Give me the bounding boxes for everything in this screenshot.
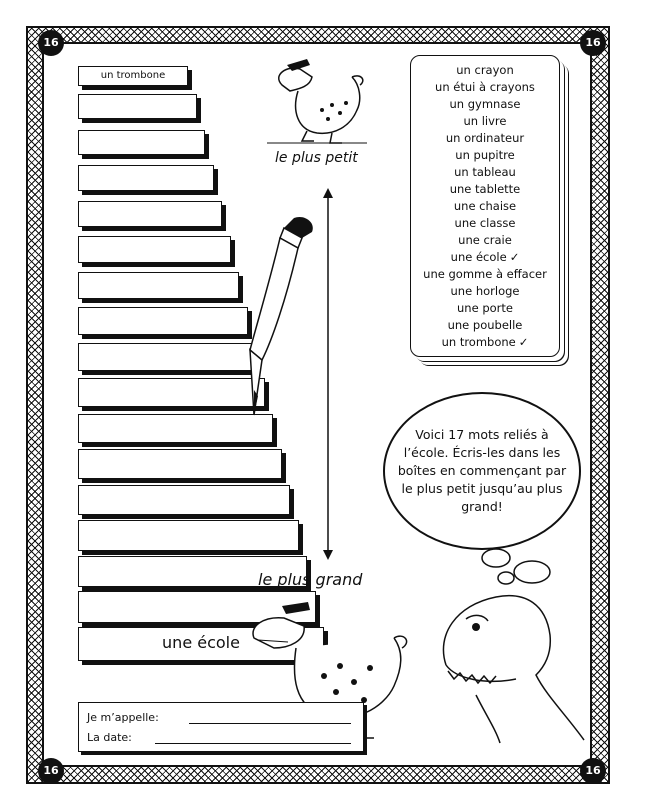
- word-list-item: une gomme à effacer: [423, 267, 547, 281]
- small-dragon-illustration: [262, 55, 372, 147]
- word-list-item: une école ✓: [450, 250, 520, 264]
- answer-box[interactable]: [78, 165, 214, 191]
- answer-box[interactable]: [78, 94, 197, 119]
- instruction-bubble: [383, 392, 581, 550]
- word-list-item: un livre: [463, 114, 507, 128]
- word-list-item: un étui à crayons: [435, 80, 535, 94]
- check-mark-icon: ✓: [518, 335, 529, 349]
- word-list-item: une craie: [458, 233, 512, 247]
- word-list-item: un pupitre: [455, 148, 515, 162]
- word-list-item: une tablette: [449, 182, 521, 196]
- name-line[interactable]: [189, 723, 351, 724]
- answer-box[interactable]: [78, 343, 256, 371]
- word-list-card: [410, 55, 560, 357]
- word-list-item: une classe: [454, 216, 516, 230]
- name-date-box: [78, 702, 364, 752]
- date-label: La date:: [87, 731, 132, 744]
- answer-box[interactable]: [78, 449, 282, 479]
- page-number-top-left: 16: [38, 30, 64, 56]
- label-smallest: le plus petit: [275, 150, 358, 166]
- word-list-item: un tableau: [454, 165, 516, 179]
- answer-box[interactable]: [78, 130, 205, 155]
- answer-box-text: un trombone: [100, 70, 166, 81]
- word-list-item: un trombone ✓: [441, 335, 529, 349]
- answer-box-text: une école: [162, 632, 240, 652]
- page-number-bottom-right: 16: [580, 758, 606, 784]
- answer-box[interactable]: [78, 307, 248, 335]
- word-list: [411, 56, 559, 351]
- answer-box[interactable]: [78, 485, 290, 515]
- answer-box-smallest[interactable]: [78, 66, 188, 86]
- answer-box[interactable]: [78, 201, 222, 227]
- pencil-illustration: [236, 210, 326, 420]
- word-list-item: une horloge: [450, 284, 520, 298]
- page-number-bottom-left: 16: [38, 758, 64, 784]
- word-list-item: un gymnase: [449, 97, 521, 111]
- trex-illustration: [426, 575, 588, 745]
- answer-box[interactable]: [78, 236, 231, 263]
- label-biggest: le plus grand: [258, 570, 363, 589]
- answer-box[interactable]: [78, 520, 299, 551]
- check-mark-icon: ✓: [509, 250, 520, 264]
- word-list-item: un ordinateur: [445, 131, 525, 145]
- name-label: Je m’appelle:: [87, 711, 159, 724]
- word-list-item: une porte: [457, 301, 513, 315]
- answer-box[interactable]: [78, 272, 239, 299]
- date-line[interactable]: [155, 743, 351, 744]
- page-number-top-right: 16: [580, 30, 606, 56]
- word-list-item: une chaise: [453, 199, 517, 213]
- word-list-item: un crayon: [456, 63, 514, 77]
- instruction-text: Voici 17 mots reliés à l’école. Écris-les dans les boîtes en commençant par le plus petit jusqu’au plus grand!: [397, 427, 567, 514]
- word-list-item: une poubelle: [447, 318, 523, 332]
